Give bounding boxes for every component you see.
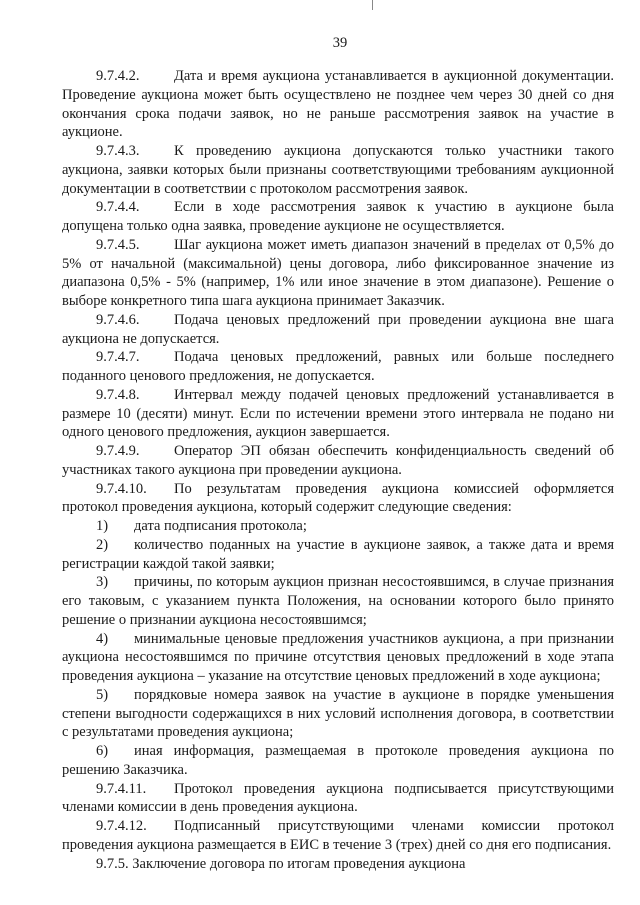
- clause-number: 9.7.4.11.: [96, 780, 147, 797]
- clause-text: Дата и время аукциона устанавливается в аукционной документации. Проведение аукциона может быть осуществлено не позднее чем через 30 дней со дня окончания срока подачи заявок, но не раньше рассмотрения заявок на участие в аукционе.: [62, 68, 614, 141]
- paragraph-9-7-4-9: [62, 442, 614, 480]
- list-number: 6): [96, 743, 109, 759]
- clause-number: 9.7.4.7.: [96, 349, 140, 366]
- paragraph-9-7-4-10: [62, 480, 614, 518]
- paragraph-9-7-4-7: [62, 348, 614, 386]
- list-number: 4): [96, 630, 109, 647]
- paragraph-9-7-4-2: [62, 67, 614, 142]
- clause-number: 9.7.4.5.: [96, 236, 140, 253]
- clause-text: Шаг аукциона может иметь диапазон значений в пределах от 0,5% до 5% от начальной (максимальной) цены договора, либо фиксированное значение из диапазона 0,5% - 5% (например, 1% или иное значение в этом диапазоне). Решение о выборе конкретного типа шага аукциона принимает Заказчик.: [62, 236, 614, 309]
- list-text: порядковые номера заявок на участие в аукционе в порядке уменьшения степени выгодности содержащихся в них условий исполнения договора, в соответствии с результатами проведения аукциона;: [62, 686, 614, 741]
- clause-number: 9.7.4.3.: [96, 143, 140, 159]
- clause-text: Подача ценовых предложений при проведении аукциона вне шага аукциона не допускается.: [62, 311, 614, 347]
- clause-text: Заключение договора по итогам проведения аукциона: [132, 855, 466, 872]
- clause-text: Подписанный присутствующими членами комиссии протокол проведения аукциона размещается в ЕИС в течение 3 (трех) дней со дня его подписания.: [62, 818, 614, 853]
- clause-number: 9.7.4.8.: [96, 386, 140, 403]
- list-text: минимальные ценовые предложения участников аукциона, а при признании аукциона несостоявшимся по причине отсутствия ценовых предложений в ходе этапа проведения аукциона – указание на отсутствие ценовых предложений в ходе аукциона;: [62, 630, 614, 684]
- clause-text: Протокол проведения аукциона подписывается присутствующими членами комиссии в день проведения аукциона.: [62, 780, 614, 816]
- page-number: 39: [332, 35, 348, 51]
- document-body: [62, 67, 614, 873]
- clause-number: 9.7.4.2.: [96, 68, 140, 84]
- list-item-2: [62, 536, 614, 574]
- paragraph-9-7-4-6: [62, 311, 614, 349]
- clause-text: Подача ценовых предложений, равных или больше последнего поданного ценового предложения, не допускается.: [62, 349, 614, 384]
- clause-number: 9.7.4.4.: [96, 199, 140, 216]
- clause-text: К проведению аукциона допускаются только участники такого аукциона, заявки которых были признаны соответствующими требованиям аукционной документации в соответствии с протоколом рассмотрения заявок.: [62, 143, 614, 197]
- paragraph-9-7-4-12: [62, 817, 614, 855]
- clause-text: Интервал между подачей ценовых предложений устанавливается в размере 10 (десяти) минут. Если по истечении времени этого интервала не подано ни одного ценового предложения, аукцион завершается.: [62, 386, 614, 441]
- clause-number: 9.7.4.9.: [96, 443, 140, 459]
- clause-number: 9.7.5.: [96, 855, 129, 872]
- paragraph-9-7-4-8: [62, 386, 614, 442]
- paragraph-9-7-4-5: [62, 236, 614, 311]
- clause-text: По результатам проведения аукциона комиссией оформляется протокол проведения аукциона, который содержит следующие сведения:: [62, 480, 614, 516]
- section-heading-9-7-5: [62, 855, 614, 874]
- clause-number: 9.7.4.10.: [96, 480, 147, 497]
- list-item-4: [62, 630, 614, 686]
- list-item-5: [62, 686, 614, 742]
- list-number: 3): [96, 574, 109, 591]
- list-number: 5): [96, 686, 109, 703]
- clause-number: 9.7.4.12.: [96, 818, 147, 834]
- clause-text: Оператор ЭП обязан обеспечить конфиденциальность сведений об участниках такого аукциона при проведении аукциона.: [62, 443, 614, 478]
- paragraph-9-7-4-3: [62, 142, 614, 198]
- clause-text: Если в ходе рассмотрения заявок к участию в аукционе была допущена только одна заявка, проведение аукционе не осуществляется.: [62, 199, 614, 234]
- list-text: дата подписания протокола;: [134, 518, 307, 534]
- list-number: 1): [96, 518, 109, 534]
- list-number: 2): [96, 536, 109, 553]
- list-item-3: [62, 573, 614, 629]
- list-item-1: [62, 517, 614, 536]
- paragraph-9-7-4-11: [62, 780, 614, 818]
- clause-number: 9.7.4.6.: [96, 311, 140, 328]
- paragraph-9-7-4-4: [62, 198, 614, 236]
- list-text: причины, по которым аукцион признан несостоявшимся, в случае признания его таковым, с указанием пункта Положения, на основании которого было принято решение о признании аукциона несостоявшимся;: [62, 574, 614, 628]
- list-text: количество поданных на участие в аукционе заявок, а также дата и время регистрации каждой такой заявки;: [62, 536, 614, 572]
- list-item-6: [62, 742, 614, 780]
- scan-mark: [372, 0, 373, 10]
- list-text: иная информация, размещаемая в протоколе проведения аукциона по решению Заказчика.: [62, 743, 614, 778]
